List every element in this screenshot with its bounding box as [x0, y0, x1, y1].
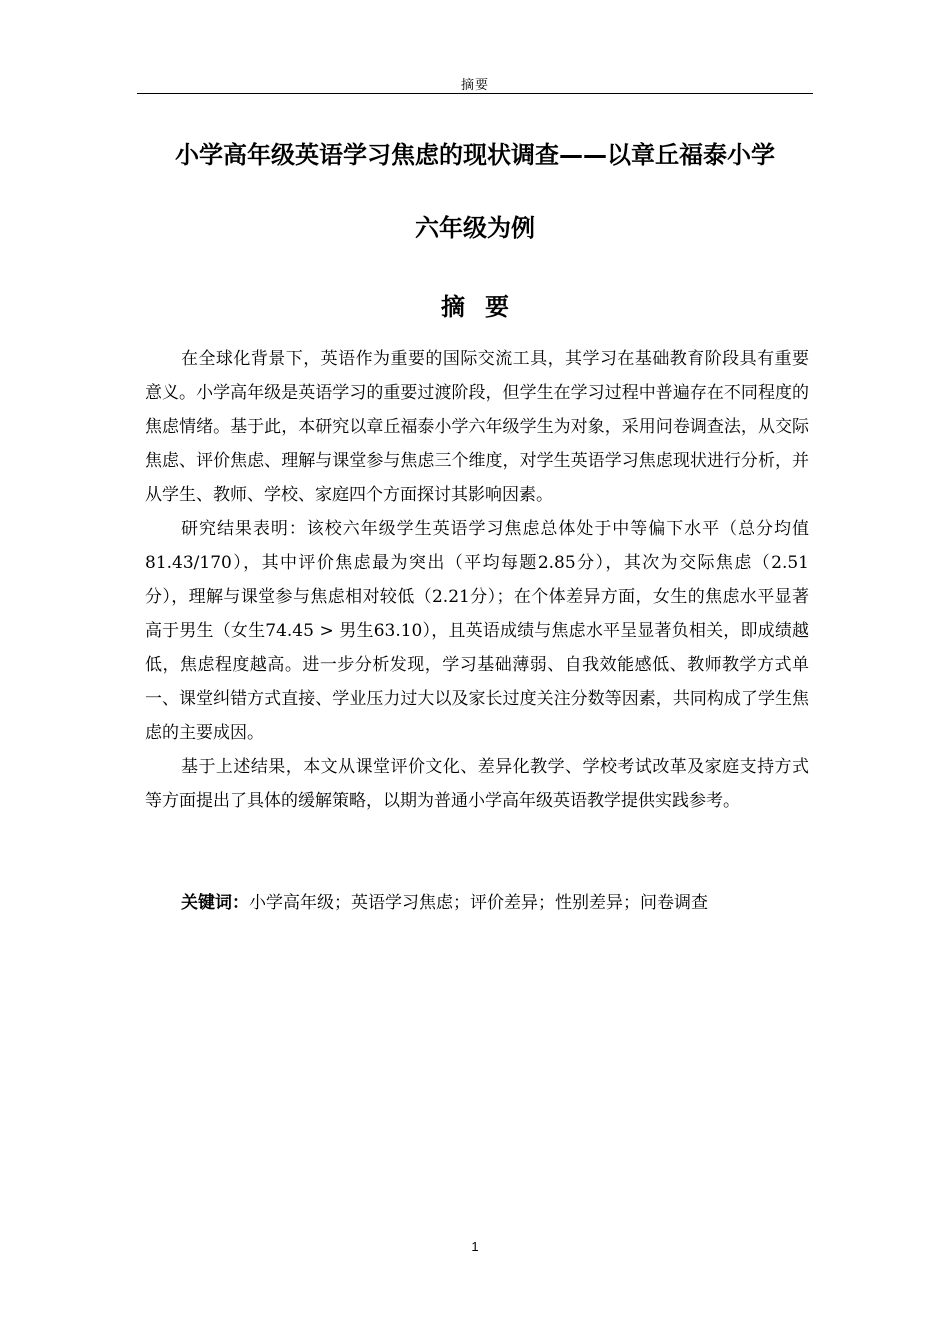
keywords-line	[181, 886, 821, 920]
abstract-paragraph-3: 基于上述结果，本文从课堂评价文化、差异化教学、学校考试改革及家庭支持方式等方面提出了具体的缓解策略，以期为普通小学高年级英语教学提供实践参考。	[145, 757, 809, 811]
abstract-body	[145, 342, 809, 818]
abstract-paragraph-1: 在全球化背景下，英语作为重要的国际交流工具，其学习在基础教育阶段具有重要意义。小学高年级是英语学习的重要过渡阶段，但学生在学习过程中普遍存在不同程度的焦虑情绪。基于此，本研究以章丘福泰小学六年级学生为对象，采用问卷调查法，从交际焦虑、评价焦虑、理解与课堂参与焦虑三个维度，对学生英语学习焦虑现状进行分析，并从学生、教师、学校、家庭四个方面探讨其影响因素。	[145, 349, 809, 505]
page-number: 1	[471, 1239, 479, 1254]
keywords-text: 小学高年级；英语学习焦虑；评价差异；性别差异；问卷调查	[249, 893, 708, 913]
paper-title-line-2: 六年级为例	[415, 214, 535, 242]
keywords-label: 关键词：	[181, 893, 249, 913]
abstract-heading: 摘要	[441, 293, 529, 321]
paper-title-line-1: 小学高年级英语学习焦虑的现状调查——以章丘福泰小学	[175, 141, 775, 169]
running-header: 摘要	[460, 78, 489, 93]
header-rule	[137, 93, 813, 94]
abstract-paragraph-2: 研究结果表明：该校六年级学生英语学习焦虑总体处于中等偏下水平（总分均值81.43/170），其中评价焦虑最为突出（平均每题2.85分），其次为交际焦虑（2.51分），理解与课堂参与焦虑相对较低（2.21分）；在个体差异方面，女生的焦虑水平显著高于男生（女生74.45 > 男生63.10），且英语成绩与焦虑水平呈显著负相关，即成绩越低，焦虑程度越高。进一步分析发现，学习基础薄弱、自我效能感低、教师教学方式单一、课堂纠错方式直接、学业压力过大以及家长过度关注分数等因素，共同构成了学生焦虑的主要成因。	[145, 519, 809, 743]
